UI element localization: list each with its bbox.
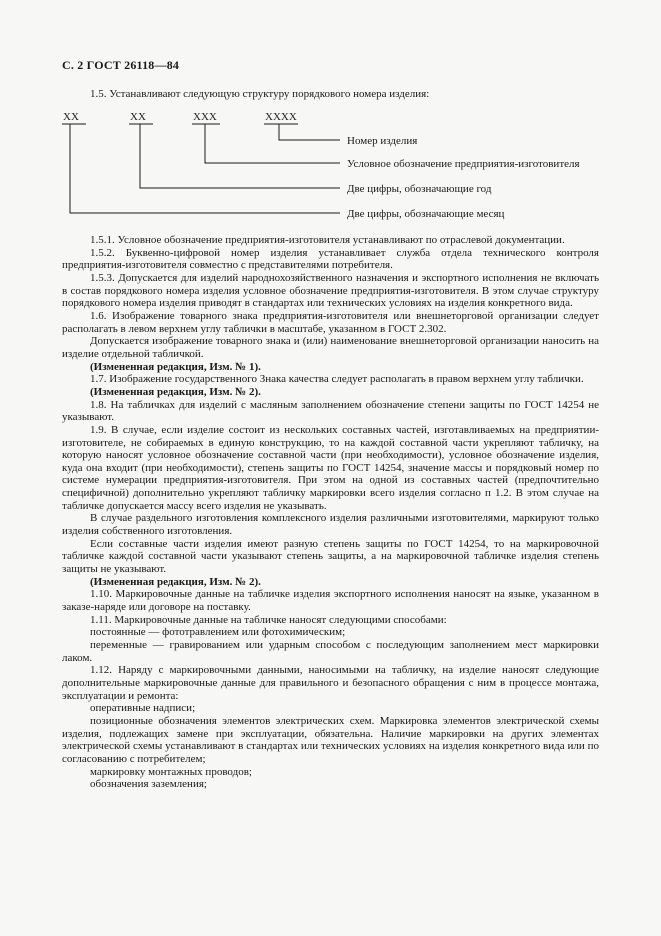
- serial-number-structure-diagram: [0, 0, 661, 240]
- connector-manufacturer: [205, 124, 340, 163]
- paragraph: В случае раздельного изготовления комплексного изделия различными изготовителями, маркируют только изделия собственного изготовления.: [62, 512, 599, 538]
- paragraph: 1.7. Изображение государственного Знака качества следует располагать в правом верхнем углу таблички.: [90, 373, 584, 386]
- paragraph: 1.5.1. Условное обозначение предприятия-изготовителя устанавливают по отраслевой документации.: [90, 234, 565, 246]
- amendment-note: (Измененная редакция, Изм. № 2).: [90, 575, 261, 588]
- label-item-number: Номер изделия: [347, 135, 418, 147]
- paragraph: маркировку монтажных проводов;: [90, 765, 252, 778]
- paragraph: постоянные — фототравлением или фотохимическим;: [90, 626, 346, 639]
- connector-item-number: [279, 124, 340, 140]
- connector-year: [140, 124, 340, 188]
- group-item-number: ХХХХ: [265, 111, 297, 123]
- paragraph: 1.11. Маркировочные данные на табличке наносят следующими способами:: [90, 613, 447, 626]
- amendment-note: (Измененная редакция, Изм. № 2).: [90, 385, 261, 398]
- label-month: Две цифры, обозначающие месяц: [347, 208, 505, 220]
- paragraph: 1.5.3. Допускается для изделий народнохозяйственного назначения и экспортного исполнения не включать в состав порядкового номера изделия условное обозначение предприятия-изготовителя. В этом случае структуру порядкового номера изделия приводят в стандартах или технических условиях на изделия конкретного вида.: [62, 271, 599, 310]
- page-header: С. 2 ГОСТ 26118—84: [62, 58, 180, 72]
- group-manufacturer: ХХХ: [193, 111, 217, 123]
- paragraph: обозначения заземления;: [90, 778, 207, 791]
- paragraph: Допускается изображение товарного знака и (или) наименование внешнеторговой организации наносить на изделие отдельной табличкой.: [62, 335, 599, 360]
- group-year: ХХ: [130, 111, 146, 123]
- group-month: ХХ: [63, 111, 79, 123]
- intro-paragraph: 1.5. Устанавливают следующую структуру порядкового номера изделия:: [90, 88, 430, 100]
- paragraph: 1.8. На табличках для изделий с масляным заполнением обозначение степени защиты по ГОСТ 14254 не указывают.: [62, 398, 599, 424]
- paragraph: позиционные обозначения элементов электрических схем. Маркировка элементов электрической схемы изделия, подлежащих замене при эксплуатации, обязательна. Наличие маркировки на других элементах электрической схемы устанавливают в стандартах или технических условиях на изделия конкретного вида или по согласованию с потребителем;: [62, 714, 599, 765]
- paragraph: 1.12. Наряду с маркировочными данными, наносимыми на табличку, на изделие наносят следующие дополнительные маркировочные данные для правильного и безопасного обращения с ним в процессе монтажа, эксплуатации и ремонта:: [62, 664, 599, 702]
- document-body: [62, 234, 599, 791]
- paragraph: переменные — гравированием или ударным способом с последующим заполнением мест маркировки лаком.: [62, 639, 599, 664]
- paragraph: 1.9. В случае, если изделие состоит из нескольких составных частей, изготавливаемых на предприятии-изготовителе, не собираемых в единую конструкцию, то на каждой составной части укрепляют табличку, на которую наносят условное обозначение составной части (при необходимости), условное обозначение изделия, куда она входит (при необходимости), степень защиты по ГОСТ 14254, значение массы и порядковый номер по системе нумерации предприятия-изготовителя. При этом на одной из составных частей (предпочтительно специфичной) дополнительно укрепляют табличку маркировки всего изделия согласно п 1.2. В этом случае на табличке допускается массу всего изделия не указывать.: [62, 423, 599, 512]
- paragraph: 1.5.2. Буквенно-цифровой номер изделия устанавливает служба отдела технического контроля предприятия-изготовителя совместно с представителями потребителя.: [62, 246, 599, 272]
- paragraph: 1.10. Маркировочные данные на табличке изделия экспортного исполнения наносят на языке, указанном в заказе-наряде или договоре на поставку.: [62, 588, 599, 614]
- amendment-note: (Измененная редакция, Изм. № 1).: [90, 360, 261, 373]
- paragraph: оперативные надписи;: [90, 702, 196, 715]
- paragraph: 1.6. Изображение товарного знака предприятия-изготовителя или внешнеторговой организации следует располагать в левом верхнем углу таблички в масштабе, указанном в ГОСТ 2.302.: [62, 309, 599, 335]
- label-year: Две цифры, обозначающие год: [347, 183, 492, 195]
- label-manufacturer: Условное обозначение предприятия-изготовителя: [347, 158, 580, 170]
- paragraph: Если составные части изделия имеют разную степень защиты по ГОСТ 14254, то на маркировочной табличке каждой составной части указывают степень защиты, а на маркировочной табличке изделия степень защиты не указывают.: [62, 537, 599, 576]
